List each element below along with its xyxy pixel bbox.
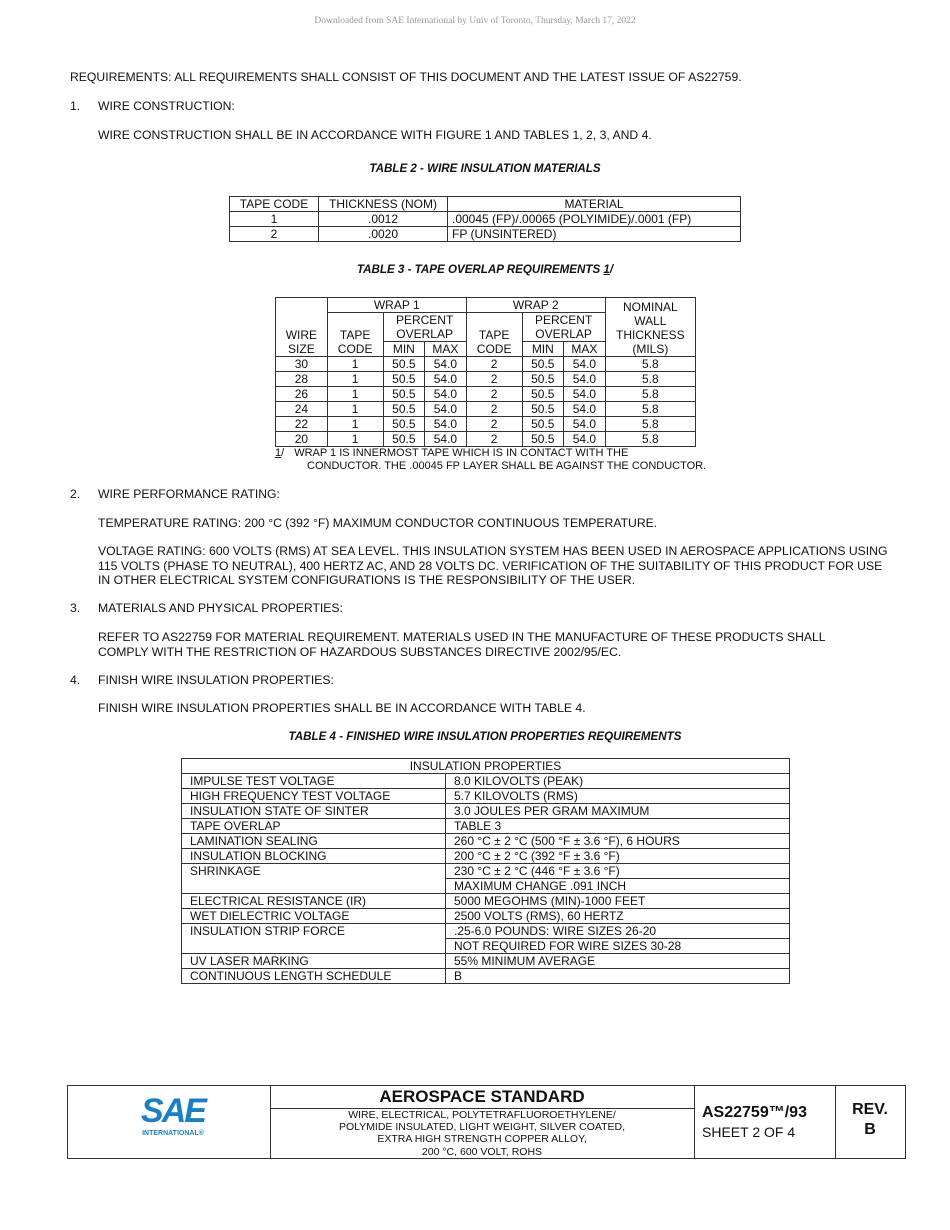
- table-3-caption-note-ref: 1: [603, 263, 610, 276]
- table-row: [182, 759, 790, 774]
- table-2: [229, 196, 741, 242]
- table-cell: 54.0: [425, 372, 467, 387]
- section-1-number: 1.: [70, 99, 81, 113]
- table-4-caption: TABLE 4 - FINISHED WIRE INSULATION PROPERTIES REQUIREMENTS: [288, 730, 682, 743]
- property-value: NOT REQUIRED FOR WIRE SIZES 30-28: [446, 939, 790, 954]
- property-name: UV LASER MARKING: [182, 954, 446, 969]
- table-cell: 22: [276, 417, 328, 432]
- table-cell: 2: [466, 417, 522, 432]
- property-value: 55% MINIMUM AVERAGE: [446, 954, 790, 969]
- logo-subtitle-text: INTERNATIONAL: [142, 1130, 199, 1137]
- document-description: [270, 1109, 694, 1158]
- table-cell: 54.0: [564, 387, 606, 402]
- table-row: [182, 969, 790, 984]
- table-cell: 2: [466, 402, 522, 417]
- table-cell: 50.5: [522, 402, 564, 417]
- description-cell: [270, 1086, 695, 1158]
- section-2-voltage: VOLTAGE RATING: 600 VOLTS (RMS) AT SEA LEVEL. THIS INSULATION SYSTEM HAS BEEN USED IN AEROSPACE APPLICATIONS USING 115 VOLTS (PHASE TO NEUTRAL), 400 HERTZ AC, AND 28 VOLTS DC. VERIFICATION OF THE SUITABILITY OF THIS PRODUCT FOR USE IN OTHER ELECTRICAL SYSTEM CONFIGURATIONS IS THE RESPONSIBILITY OF THE USER.: [98, 544, 888, 588]
- property-value: TABLE 3: [446, 819, 790, 834]
- wrap-1-header: WRAP 1: [327, 298, 466, 313]
- table-cell: 50.5: [383, 432, 425, 447]
- table-row: [182, 924, 790, 939]
- table-cell: 54.0: [425, 357, 467, 372]
- revision-cell: [835, 1086, 905, 1158]
- section-3-body: REFER TO AS22759 FOR MATERIAL REQUIREMENT. MATERIALS USED IN THE MANUFACTURE OF THESE PRODUCTS SHALL COMPLY WITH THE RESTRICTION OF HAZARDOUS SUBSTANCES DIRECTIVE 2002/95/EC.: [98, 630, 826, 659]
- table-row: [276, 387, 696, 402]
- percent-header-1: PERCENT: [383, 313, 466, 328]
- table-cell: 5.8: [605, 372, 695, 387]
- table-cell: 1: [327, 417, 383, 432]
- table-cell: 50.5: [383, 402, 425, 417]
- percent-header-2: PERCENT: [522, 313, 605, 328]
- table-cell: 54.0: [564, 402, 606, 417]
- footnote-line-2: CONDUCTOR. THE .00045 FP LAYER SHALL BE AGAINST THE CONDUCTOR.: [307, 460, 707, 472]
- section-3-title: MATERIALS AND PHYSICAL PROPERTIES:: [98, 601, 343, 615]
- table-cell: 1: [327, 387, 383, 402]
- section-4-body: FINISH WIRE INSULATION PROPERTIES SHALL BE IN ACCORDANCE WITH TABLE 4.: [98, 701, 586, 715]
- property-name: WET DIELECTRIC VOLTAGE: [182, 909, 446, 924]
- table-cell: 50.5: [383, 417, 425, 432]
- property-value: 3.0 JOULES PER GRAM MAXIMUM: [446, 804, 790, 819]
- table-cell: 20: [276, 432, 328, 447]
- header-line: WIRE: [285, 328, 318, 342]
- table-cell: 1: [230, 212, 319, 227]
- footnote-mark: 1: [275, 447, 282, 459]
- property-value: B: [446, 969, 790, 984]
- table-cell: 1: [327, 372, 383, 387]
- table-cell: 30: [276, 357, 328, 372]
- table-cell: 2: [466, 387, 522, 402]
- description-line: EXTRA HIGH STRENGTH COPPER ALLOY,: [377, 1133, 587, 1146]
- property-name: SHRINKAGE: [182, 864, 446, 894]
- table-cell: 50.5: [522, 387, 564, 402]
- header-line: SIZE: [288, 342, 315, 356]
- registered-mark: ®: [198, 1130, 204, 1137]
- table-cell: 54.0: [564, 432, 606, 447]
- table-row: [182, 804, 790, 819]
- section-3-number: 3.: [70, 601, 81, 615]
- table-cell: 54.0: [564, 357, 606, 372]
- table-row: [182, 789, 790, 804]
- table-row: [276, 357, 696, 372]
- document-number: AS22759™/93: [702, 1104, 807, 1121]
- property-name: CONTINUOUS LENGTH SCHEDULE: [182, 969, 446, 984]
- max-header-1: MAX: [425, 342, 467, 357]
- property-name: INSULATION BLOCKING: [182, 849, 446, 864]
- table-row: [276, 372, 696, 387]
- section-1-title: WIRE CONSTRUCTION:: [98, 99, 235, 113]
- table-cell: 28: [276, 372, 328, 387]
- header-line: NOMINAL: [623, 300, 678, 314]
- wrap-2-header: WRAP 2: [466, 298, 605, 313]
- section-4-number: 4.: [70, 673, 81, 687]
- table-cell: 50.5: [383, 357, 425, 372]
- property-name: INSULATION STRIP FORCE: [182, 924, 446, 954]
- table-cell: 50.5: [383, 372, 425, 387]
- sheet-number: SHEET 2 OF 4: [702, 1124, 796, 1140]
- table-cell: 50.5: [383, 387, 425, 402]
- property-name: HIGH FREQUENCY TEST VOLTAGE: [182, 789, 446, 804]
- tape-code-header-1: TAPE: [327, 313, 383, 342]
- code-header-2: CODE: [466, 342, 522, 357]
- section-4-title: FINISH WIRE INSULATION PROPERTIES:: [98, 673, 334, 687]
- title-block: [67, 1085, 906, 1159]
- table-cell: 5.8: [605, 357, 695, 372]
- table-cell: 50.5: [522, 357, 564, 372]
- table-3-footnote: [275, 447, 706, 473]
- table-cell: 5.8: [605, 417, 695, 432]
- table-cell: 54.0: [425, 387, 467, 402]
- property-name: TAPE OVERLAP: [182, 819, 446, 834]
- table-3-caption-slash: /: [609, 263, 614, 276]
- table-cell: 1: [327, 432, 383, 447]
- property-value: 260 °C ± 2 °C (500 °F ± 3.6 °F), 6 HOURS: [446, 834, 790, 849]
- min-header-1: MIN: [383, 342, 425, 357]
- table-row: [182, 774, 790, 789]
- table-header: THICKNESS (NOM): [319, 197, 448, 212]
- property-name: LAMINATION SEALING: [182, 834, 446, 849]
- table-4: [181, 758, 790, 984]
- sae-logo-subtitle: [138, 1130, 208, 1137]
- overlap-header-1: OVERLAP: [383, 327, 466, 342]
- table-3: [275, 297, 696, 447]
- table-header: MATERIAL: [448, 197, 741, 212]
- table-cell: 5.8: [605, 402, 695, 417]
- section-1-body: WIRE CONSTRUCTION SHALL BE IN ACCORDANCE WITH FIGURE 1 AND TABLES 1, 2, 3, AND 4.: [98, 128, 652, 142]
- description-line: WIRE, ELECTRICAL, POLYTETRAFLUOROETHYLENE/: [348, 1109, 616, 1121]
- table-cell: 2: [466, 357, 522, 372]
- table-cell: 1: [327, 402, 383, 417]
- wire-size-header: [276, 298, 328, 357]
- table-row: [276, 402, 696, 417]
- header-line: (MILS): [632, 342, 669, 356]
- table-cell: 24: [276, 402, 328, 417]
- table-cell: 5.8: [605, 387, 695, 402]
- table-cell: 2: [466, 432, 522, 447]
- table-cell: FP (UNSINTERED): [448, 227, 741, 242]
- table-cell: 1: [327, 357, 383, 372]
- table-header: TAPE CODE: [230, 197, 319, 212]
- header-line: THICKNESS: [616, 328, 685, 342]
- table-row: [182, 849, 790, 864]
- code-header-1: CODE: [327, 342, 383, 357]
- overlap-header-2: OVERLAP: [522, 327, 605, 342]
- table-2-caption: TABLE 2 - WIRE INSULATION MATERIALS: [369, 162, 601, 175]
- requirements-line: REQUIREMENTS: ALL REQUIREMENTS SHALL CONSIST OF THIS DOCUMENT AND THE LATEST ISSUE OF AS22759.: [70, 70, 742, 84]
- revision-value: B: [864, 1121, 876, 1138]
- property-value: 8.0 KILOVOLTS (PEAK): [446, 774, 790, 789]
- property-value: .25-6.0 POUNDS: WIRE SIZES 26-20: [446, 924, 790, 939]
- table-cell: 50.5: [522, 372, 564, 387]
- max-header-2: MAX: [564, 342, 606, 357]
- table-cell: 26: [276, 387, 328, 402]
- table-row: [230, 212, 741, 227]
- section-2-temperature: TEMPERATURE RATING: 200 °C (392 °F) MAXIMUM CONDUCTOR CONTINUOUS TEMPERATURE.: [98, 516, 658, 530]
- sae-logo-mark: SAE: [141, 1092, 205, 1130]
- logo-cell: [68, 1086, 271, 1158]
- section-2-number: 2.: [70, 487, 81, 501]
- property-value: 5000 MEGOHMS (MIN)-1000 FEET: [446, 894, 790, 909]
- download-watermark: Downloaded from SAE International by Univ of Toronto, Thursday, March 17, 2022: [314, 16, 636, 26]
- table-row: [230, 197, 741, 212]
- property-name: IMPULSE TEST VOLTAGE: [182, 774, 446, 789]
- table-cell: 50.5: [522, 432, 564, 447]
- table-cell: .0020: [319, 227, 448, 242]
- property-value: 2500 VOLTS (RMS), 60 HERTZ: [446, 909, 790, 924]
- table-cell: .0012: [319, 212, 448, 227]
- table-cell: 5.8: [605, 432, 695, 447]
- footnote-slash: /: [281, 447, 285, 459]
- table-cell: 50.5: [522, 417, 564, 432]
- table-cell: 54.0: [564, 417, 606, 432]
- aerospace-standard-heading: AEROSPACE STANDARD: [270, 1086, 694, 1109]
- table-cell: 54.0: [425, 417, 467, 432]
- table-cell: 2: [230, 227, 319, 242]
- revision-label: REV.: [852, 1101, 888, 1118]
- property-name: ELECTRICAL RESISTANCE (IR): [182, 894, 446, 909]
- tape-code-header-2: TAPE: [466, 313, 522, 342]
- section-2-title: WIRE PERFORMANCE RATING:: [98, 487, 280, 501]
- table-cell: 54.0: [564, 372, 606, 387]
- table-row: [182, 894, 790, 909]
- footnote-line-1: WRAP 1 IS INNERMOST TAPE WHICH IS IN CONTACT WITH THE: [294, 447, 629, 459]
- table-header: INSULATION PROPERTIES: [182, 759, 790, 774]
- property-name: INSULATION STATE OF SINTER: [182, 804, 446, 819]
- table-row: [182, 819, 790, 834]
- table-row: [182, 834, 790, 849]
- property-value: 200 °C ± 2 °C (392 °F ± 3.6 °F): [446, 849, 790, 864]
- table-row: [276, 417, 696, 432]
- document-number-cell: [694, 1086, 836, 1158]
- min-header-2: MIN: [522, 342, 564, 357]
- table-row: [182, 909, 790, 924]
- table-3-caption-text: TABLE 3 - TAPE OVERLAP REQUIREMENTS: [356, 263, 604, 276]
- nominal-wall-header: [605, 298, 695, 357]
- table-cell: .00045 (FP)/.00065 (POLYIMIDE)/.0001 (FP): [448, 212, 741, 227]
- property-value: MAXIMUM CHANGE .091 INCH: [446, 879, 790, 894]
- description-line: POLYMIDE INSULATED, LIGHT WEIGHT, SILVER COATED,: [338, 1121, 626, 1134]
- header-line: WALL: [634, 314, 667, 328]
- table-row: [276, 298, 696, 313]
- table-row: [182, 864, 790, 879]
- table-row: [182, 954, 790, 969]
- table-cell: 2: [466, 372, 522, 387]
- description-line: 200 °C, 600 VOLT, ROHS: [421, 1145, 543, 1158]
- sae-logo: [138, 1094, 208, 1137]
- table-row: [230, 227, 741, 242]
- table-3-caption: [0, 263, 950, 276]
- table-cell: 54.0: [425, 402, 467, 417]
- table-cell: 54.0: [425, 432, 467, 447]
- property-value: 230 °C ± 2 °C (446 °F ± 3.6 °F): [446, 864, 790, 879]
- property-value: 5.7 KILOVOLTS (RMS): [446, 789, 790, 804]
- table-row: [276, 432, 696, 447]
